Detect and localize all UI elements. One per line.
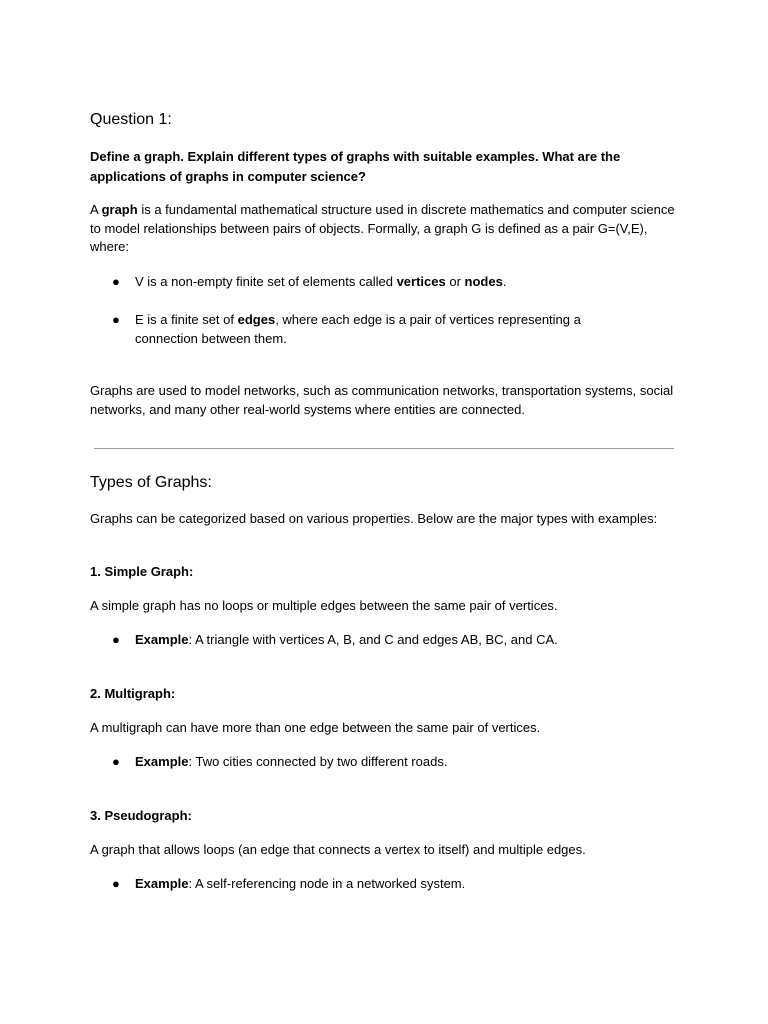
bullet-icon: ●: [112, 876, 120, 891]
question-prompt: Define a graph. Explain different types of graphs with suitable examples. What are the applications of graphs in computer science?: [90, 149, 621, 184]
definition-text-start: A: [90, 202, 102, 217]
types-intro-paragraph: Graphs can be categorized based on various properties. Below are the major types with examples:: [90, 511, 658, 526]
bullet-icon: ●: [112, 754, 120, 769]
simple-graph-title: 1. Simple Graph:: [90, 564, 194, 579]
types-heading: Types of Graphs:: [90, 474, 212, 491]
list-item-edges: ● E is a finite set of edges, where each edge is a pair of vertices representing a connection between them.: [112, 312, 581, 346]
definition-text-rest: is a fundamental mathematical structure used in discrete mathematics and computer science to model relationships between pairs of objects. Formally, a graph G is defined as a pair G=(V,E), where:: [90, 202, 675, 254]
pseudograph-description: A graph that allows loops (an edge that connects a vertex to itself) and multiple edges.: [90, 842, 586, 857]
example-label: Example: [135, 754, 189, 769]
bullet-icon: ●: [112, 274, 120, 289]
simple-graph-example: ● Example: A triangle with vertices A, B, and C and edges AB, BC, and CA.: [90, 631, 680, 650]
term-nodes: nodes: [464, 274, 503, 289]
simple-graph-description: A simple graph has no loops or multiple edges between the same pair of vertices.: [90, 598, 558, 613]
bullet-icon: ●: [112, 312, 120, 327]
pseudograph-example: ● Example: A self-referencing node in a networked system.: [90, 875, 680, 894]
definition-term-graph: graph: [101, 202, 138, 217]
example-label: Example: [135, 876, 189, 891]
example-label: Example: [135, 632, 189, 647]
graph-definition-paragraph: [90, 201, 680, 257]
graphs-usage-paragraph: Graphs are used to model networks, such as communication networks, transportation systems, social networks, and many other real-world systems where entities are connected.: [90, 383, 674, 417]
multigraph-title: 2. Multigraph:: [90, 686, 176, 701]
list-item-vertices: ● V is a non-empty finite set of elements called vertices or nodes.: [90, 273, 680, 292]
term-edges: edges: [237, 312, 276, 327]
horizontal-divider: [94, 448, 674, 449]
multigraph-example: ● Example: Two cities connected by two different roads.: [90, 753, 680, 772]
pseudograph-title: 3. Pseudograph:: [90, 808, 192, 823]
bullet-icon: ●: [112, 632, 120, 647]
question-heading: Question 1:: [90, 111, 172, 128]
term-vertices: vertices: [396, 274, 446, 289]
multigraph-description: A multigraph can have more than one edge between the same pair of vertices.: [90, 720, 541, 735]
